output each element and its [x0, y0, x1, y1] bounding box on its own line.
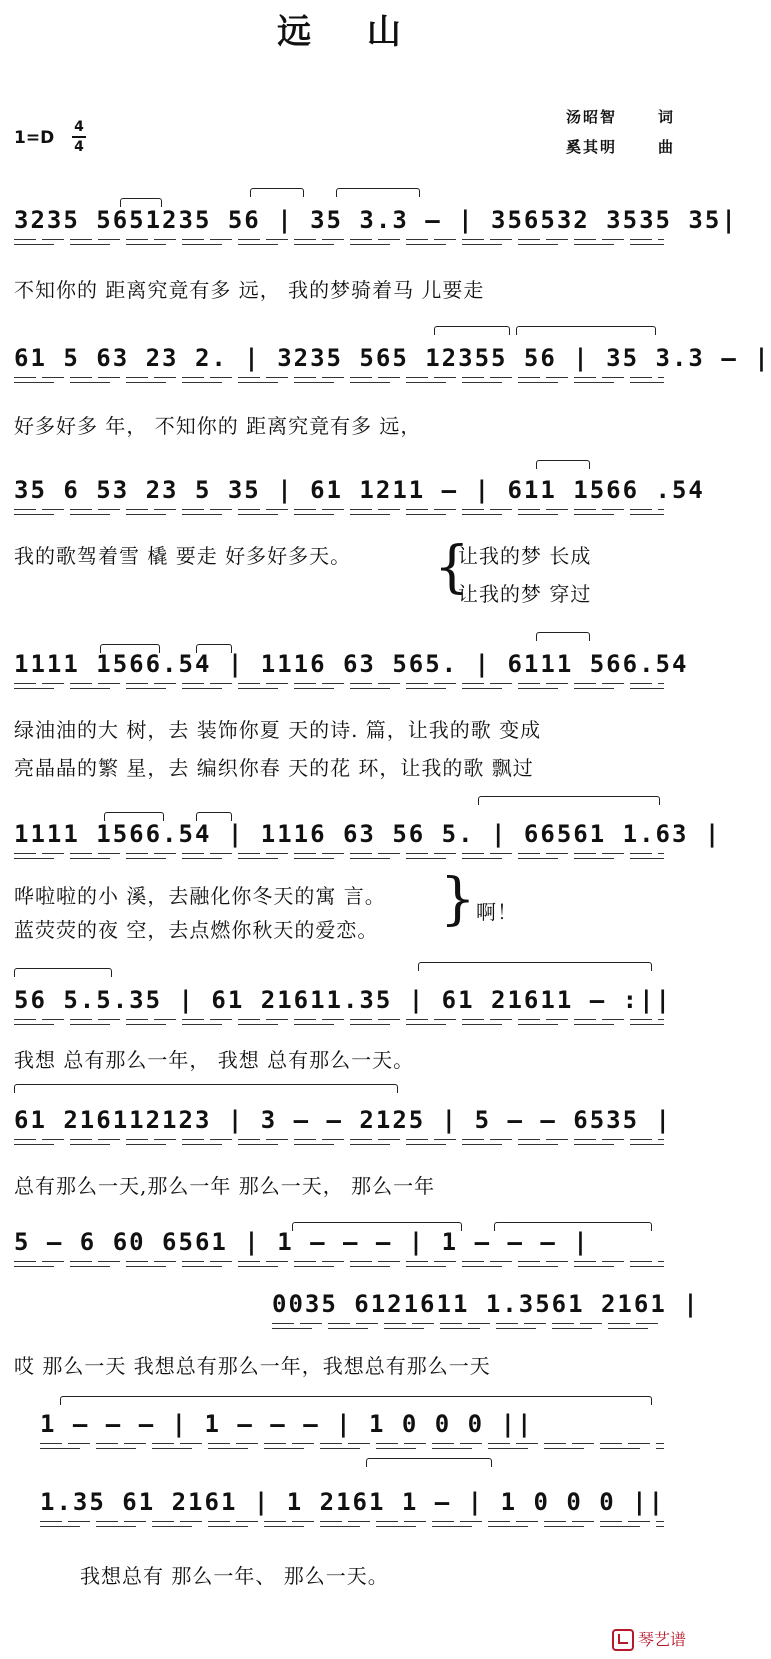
slur [478, 796, 660, 805]
notation-line-4: 1111 1566.54 | 1116 63 565. | 6111 566.54 [14, 650, 689, 678]
time-signature-top: 4 [72, 118, 86, 138]
verse-1-lead: 让我的梦 长成 [458, 544, 592, 568]
lyric-line-4b: 亮晶晶的繁 星，去 编织你春 天的花 环，让我的歌 飘过 [14, 756, 534, 780]
lyricist-role: 词 [658, 108, 676, 126]
volta-bracket [14, 1084, 398, 1093]
lyric-line-1: 不知你的 距离究竟有多 远， 我的梦骑着马 儿要走 [14, 278, 485, 302]
notation-line-9-lower: 1.35 61 2161 | 1 2161 1 — | 1 0 0 0 || [40, 1488, 666, 1516]
lyric-line-2: 好多好多 年， 不知你的 距离究竟有多 远， [14, 414, 422, 438]
verse-brace: } [440, 867, 476, 932]
song-title: 远 山 [277, 12, 423, 52]
volta-bracket [418, 962, 652, 971]
composer-role: 曲 [658, 138, 676, 156]
lyricist-name: 汤昭智 [566, 108, 618, 126]
notation-line-9: 1 — — — | 1 — — — | 1 0 0 0 || [40, 1410, 664, 1438]
notation-line-2: 61 5 63 23 2. | 3235 565 12355 56 | 35 3.3 — | [14, 344, 771, 372]
slur [14, 968, 112, 977]
time-signature-bottom: 4 [74, 139, 84, 155]
watermark [612, 1627, 686, 1652]
lyricist-credit [566, 106, 676, 127]
slur [516, 326, 656, 335]
lyric-line-3: 我的歌驾着雪 橇 要走 好多好多天。 [14, 544, 352, 568]
slur [366, 1458, 492, 1467]
watermark-text: 琴艺谱 [637, 1629, 686, 1649]
lyric-line-8: 哎 那么一天 我想总有那么一年，我想总有那么一天 [14, 1354, 491, 1378]
slur [336, 188, 420, 197]
lyric-line-9: 我想总有 那么一年、 那么一天。 [80, 1564, 389, 1588]
slur [60, 1396, 652, 1405]
slur [536, 632, 590, 641]
slur [536, 460, 590, 469]
composer-credit [566, 136, 676, 157]
notation-line-8: 5 — 6 60 6561 | 1 — — — | 1 — — — | [14, 1228, 664, 1256]
lyric-line-4a: 绿油油的大 树，去 装饰你夏 天的诗. 篇，让我的歌 变成 [14, 718, 542, 742]
exclamation: 啊！ [476, 900, 518, 924]
verse-brace: { [434, 535, 470, 600]
notation-line-3: 35 6 53 23 5 35 | 61 1211 — | 611 1566 .54 [14, 476, 705, 504]
notation-line-8-lower: 0035 6121611 1.3561 2161 | [272, 1290, 700, 1318]
lyric-line-5a: 哗啦啦的小 溪，去融化你冬天的寓 言。 [14, 884, 386, 908]
time-signature [72, 118, 86, 156]
notation-line-6: 56 5.5.35 | 61 21611.35 | 61 21611 — :|| [14, 986, 672, 1014]
composer-name: 奚其明 [566, 138, 618, 156]
lyric-line-6: 我想 总有那么一年， 我想 总有那么一天。 [14, 1048, 415, 1072]
slur [434, 326, 510, 335]
slur [250, 188, 304, 197]
key-signature: 1=D [14, 128, 55, 148]
lyric-line-5b: 蓝荧荧的夜 空，去点燃你秋天的爱恋。 [14, 918, 379, 942]
verse-2-lead: 让我的梦 穿过 [458, 582, 592, 606]
notation-line-7: 61 216112123 | 3 — — 2125 | 5 — — 6535 | [14, 1106, 672, 1134]
notation-line-5: 1111 1566.54 | 1116 63 56 5. | 66561 1.63 | [14, 820, 722, 848]
notation-line-1: 3235 5651235 56 | 35 3.3 — | 356532 3535 35| [14, 206, 738, 234]
lyric-line-7: 总有那么一天,那么一年 那么一天， 那么一年 [14, 1174, 436, 1198]
watermark-logo-icon [612, 1629, 634, 1651]
